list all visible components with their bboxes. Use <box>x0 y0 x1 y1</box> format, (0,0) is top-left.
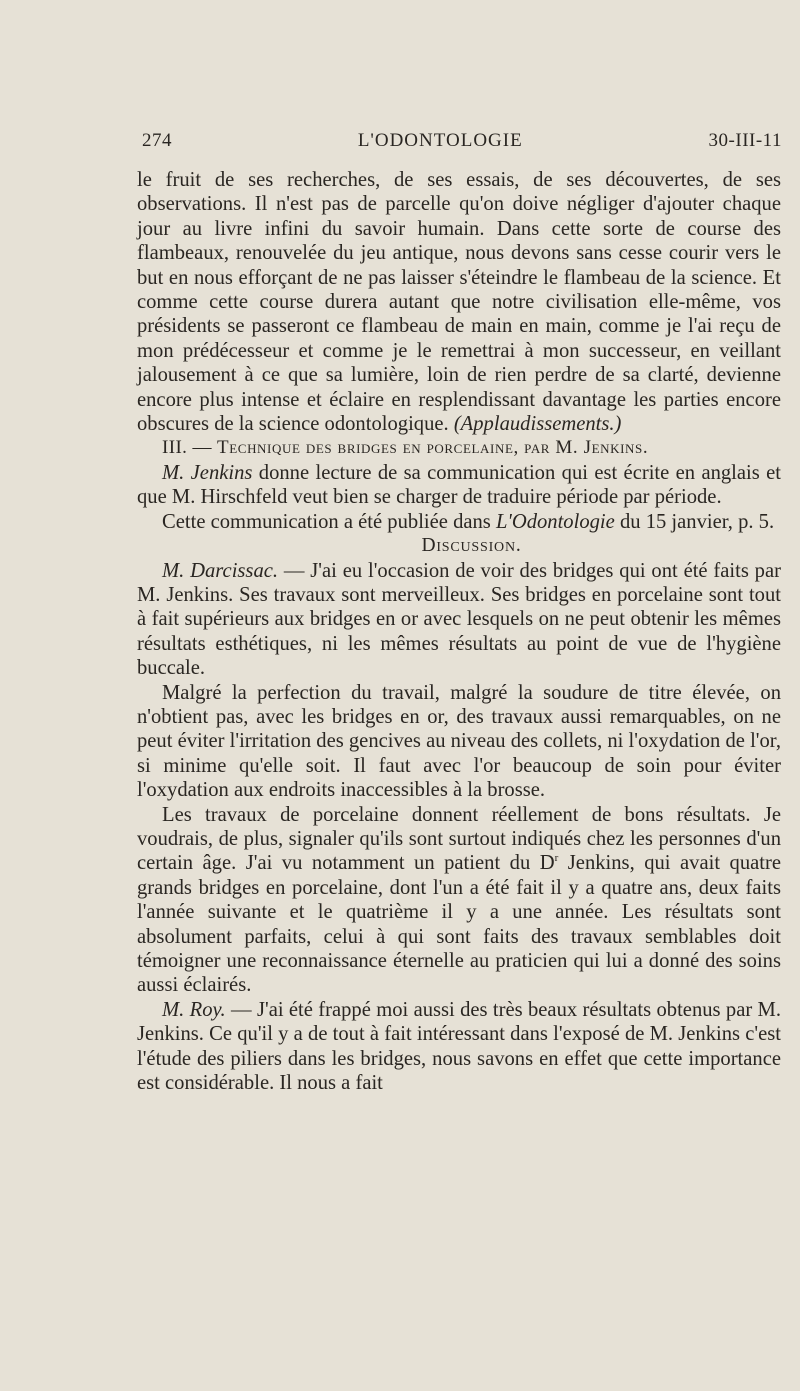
section-number: III. — <box>162 437 212 459</box>
paragraph-darcissac <box>137 559 781 681</box>
issue-date: 30-III-11 <box>708 130 782 151</box>
paragraph-travaux <box>137 803 781 998</box>
paragraph-roy <box>137 998 781 1096</box>
paragraph-text: — J'ai eu l'occasion de voir des bridges qui ont été faits par M. Jenkins. Ses travaux sont merveilleux. Ses bridges en porcelaine sont tout à fait supérieurs aux bridges en or avec lesquels on ne peut obtenir les mêmes résultats esthétiques, ni les mêmes résultats au point de vue de l'hygiène buccale. <box>137 559 781 680</box>
paragraph-text: du 15 janvier, p. 5. <box>614 510 775 533</box>
speaker-name: M. Roy. <box>162 998 226 1021</box>
speaker-name: M. Darcissac. <box>162 559 279 582</box>
paragraph-text: — J'ai été frappé moi aussi des très beaux résultats obtenus par M. Jenkins. Ce qu'il y a de tout à fait intéressant dans l'exposé de M. Jenkins c'est l'étude des piliers dans les bridges, nous savons en effet que cette importance est considérable. Il nous a fait <box>137 998 782 1095</box>
paragraph-jenkins <box>137 461 781 510</box>
section-heading <box>137 436 781 460</box>
paragraph-text: Les travaux de porcelaine donnent réellement de bons résultats. Je voudrais, de plus, signaler qu'ils sont surtout indiqués chez les personnes d'un certain âge. J'ai vu notamment un patient du D <box>137 803 781 875</box>
running-header <box>142 130 782 158</box>
page-number: 274 <box>142 130 172 151</box>
discussion-heading: Discussion. <box>421 535 522 557</box>
journal-title: L'ODONTOLOGIE <box>357 130 523 151</box>
paragraph-text: Jenkins, qui avait quatre grands bridges en porcelaine, dont l'un a été fait il y a quatre ans, deux faits l'année suivante et le quatrième il y a une année. Les résultats sont absolument parfaits, celui à qui sont faits des travaux semblables doit témoigner une reconnaissance éternelle au praticien qui lui a donné des soins aussi éclairés. <box>137 852 781 997</box>
paragraph-published <box>137 510 781 534</box>
paragraph-malgre: Malgré la perfection du travail, malgré la soudure de titre élevée, on n'obtient pas, avec les bridges en or, des travaux aussi remarquables, on ne peut éviter l'irritation des gencives au niveau des collets, ni l'oxydation de l'or, si minime qu'elle soit. Il faut avec l'or beaucoup de soin pour éviter l'oxydation aux endroits inaccessibles à la brosse. <box>137 681 781 802</box>
superscript: r <box>554 852 559 865</box>
intro-text: le fruit de ses recherches, de ses essais, de ses découvertes, de ses observations. Il n'est pas de parcelle qu'on doive négliger d'ajouter chaque jour au livre infini du savoir humain. Dans cette sorte de course des flambeaux, renouvelée du jeu antique, nous devons sans cesse courir vers le but en nous efforçant de ne pas laisser s'éteindre le flambeau de la science. Et comme cette course durera autant que notre civilisation elle-même, vos présidents se passeront ce flambeau de main en main, comme je l'ai reçu de mon prédécesseur et comme je le remettrai à mon successeur, en veillant jalousement à ce que sa lumière, loin de rien perdre de sa clarté, devienne encore plus intense et éclaire en resplendissant davantage les parties encore obscures de la science odontologique. <box>137 169 781 436</box>
body-text <box>137 168 781 1095</box>
speaker-name: M. Jenkins <box>162 461 253 484</box>
paragraph-text: donne lecture de sa communication qui est écrite en anglais et que M. Hirschfeld veut bien se charger de traduire période par période. <box>137 461 781 509</box>
applause-note: (Applaudissements.) <box>453 413 622 436</box>
intro-paragraph <box>137 168 781 436</box>
paragraph-text: Cette communication a été publiée dans <box>162 510 496 533</box>
journal-reference: L'Odontologie <box>495 510 615 533</box>
section-title: Technique des bridges en porcelaine, par M. Jenkins. <box>217 437 649 459</box>
